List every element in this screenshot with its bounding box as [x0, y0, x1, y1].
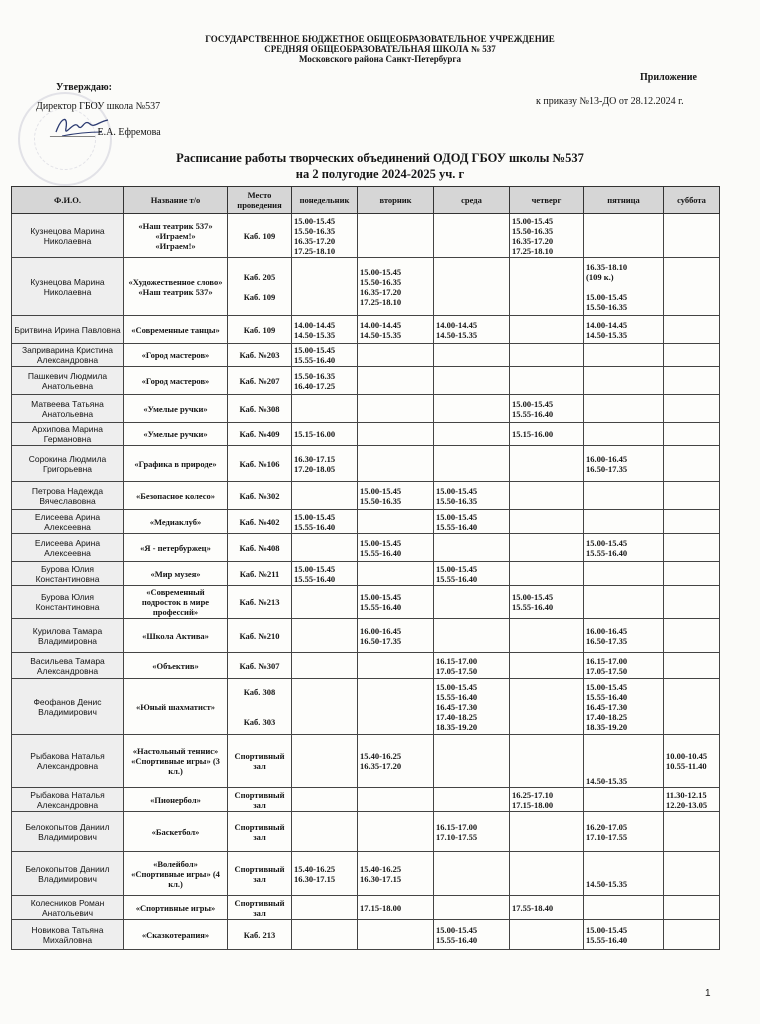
table-row — [12, 920, 720, 950]
cell-name: Колесников Роман Анатольевич — [12, 896, 124, 920]
cell-tue: 15.00-15.45 15.50-16.35 — [358, 482, 434, 510]
cell-tue — [358, 920, 434, 950]
cell-name: Васильева Тамара Александровна — [12, 653, 124, 679]
cell-name: Бурова Юлия Константиновна — [12, 586, 124, 619]
cell-thu — [510, 510, 584, 534]
cell-name: Елисеева Арина Алексеевна — [12, 510, 124, 534]
cell-fri — [584, 482, 664, 510]
cell-wed: 15.00-15.45 15.55-16.40 — [434, 510, 510, 534]
cell-place: Каб. 308 Каб. 303 — [228, 679, 292, 735]
cell-mon — [292, 812, 358, 852]
approval-position: Директор ГБОУ школа №537 — [36, 101, 161, 112]
cell-tue — [358, 679, 434, 735]
cell-mon — [292, 482, 358, 510]
table-header-row — [12, 187, 720, 214]
cell-tue: 15.00-15.45 15.55-16.40 — [358, 534, 434, 562]
cell-mon — [292, 395, 358, 423]
cell-sat — [664, 679, 720, 735]
cell-wed — [434, 344, 510, 367]
cell-mon — [292, 788, 358, 812]
cell-assoc: «Сказкотерапия» — [124, 920, 228, 950]
cell-assoc: «Умелые ручки» — [124, 423, 228, 446]
table-row — [12, 367, 720, 395]
cell-fri: 16.35-18.10 (109 к.) 15.00-15.45 15.50-16.35 — [584, 258, 664, 316]
cell-name: Бритвина Ирина Павловна — [12, 316, 124, 344]
cell-thu — [510, 619, 584, 653]
cell-thu — [510, 367, 584, 395]
cell-assoc: «Графика в природе» — [124, 446, 228, 482]
cell-place: Спортивный зал — [228, 812, 292, 852]
cell-sat — [664, 214, 720, 258]
cell-place: Каб. №106 — [228, 446, 292, 482]
header-line-3: Московского района Санкт-Петербурга — [299, 54, 461, 64]
cell-place: Каб. №409 — [228, 423, 292, 446]
cell-wed: 16.15-17.00 17.05-17.50 — [434, 653, 510, 679]
cell-thu — [510, 446, 584, 482]
cell-assoc: «Волейбол» «Спортивные игры» (4 кл.) — [124, 852, 228, 896]
cell-assoc: «Я - петербуржец» — [124, 534, 228, 562]
cell-wed: 16.15-17.00 17.10-17.55 — [434, 812, 510, 852]
cell-thu: 15.00-15.45 15.50-16.35 16.35-17.20 17.25-18.10 — [510, 214, 584, 258]
appendix-label: Приложение — [640, 72, 697, 83]
cell-wed: 14.00-14.45 14.50-15.35 — [434, 316, 510, 344]
appendix-order: к приказу №13-ДО от 28.12.2024 г. — [536, 96, 684, 107]
cell-name: Архипова Марина Германовна — [12, 423, 124, 446]
cell-assoc: «Спортивные игры» — [124, 896, 228, 920]
cell-mon: 15.15-16.00 — [292, 423, 358, 446]
approval-label: Утверждаю: — [56, 82, 112, 93]
cell-place: Каб. №308 — [228, 395, 292, 423]
cell-tue: 15.40-16.25 16.35-17.20 — [358, 735, 434, 788]
cell-tue — [358, 510, 434, 534]
column-header: Название т/о — [124, 187, 228, 214]
cell-sat — [664, 446, 720, 482]
cell-fri: 14.50-15.35 — [584, 852, 664, 896]
cell-sat — [664, 395, 720, 423]
cell-thu — [510, 482, 584, 510]
cell-assoc: «Мир музея» — [124, 562, 228, 586]
cell-name: Матвеева Татьяна Анатольевна — [12, 395, 124, 423]
table-row — [12, 446, 720, 482]
cell-fri — [584, 896, 664, 920]
table-row — [12, 619, 720, 653]
cell-place: Спортивный зал — [228, 735, 292, 788]
cell-place: Каб. №402 — [228, 510, 292, 534]
cell-assoc: «Школа Актива» — [124, 619, 228, 653]
cell-thu — [510, 735, 584, 788]
cell-thu — [510, 562, 584, 586]
cell-assoc: «Безопасное колесо» — [124, 482, 228, 510]
cell-fri — [584, 586, 664, 619]
cell-wed — [434, 619, 510, 653]
table-row — [12, 344, 720, 367]
cell-assoc: «Город мастеров» — [124, 344, 228, 367]
cell-sat — [664, 619, 720, 653]
cell-name: Курилова Тамара Владимировна — [12, 619, 124, 653]
cell-tue: 15.40-16.25 16.30-17.15 — [358, 852, 434, 896]
cell-thu — [510, 653, 584, 679]
cell-fri — [584, 395, 664, 423]
cell-fri: 15.00-15.45 15.55-16.40 — [584, 534, 664, 562]
cell-name: Елисеева Арина Алексеевна — [12, 534, 124, 562]
cell-mon — [292, 586, 358, 619]
cell-sat — [664, 653, 720, 679]
cell-fri: 15.00-15.45 15.55-16.40 16.45-17.30 17.40-18.25 18.35-19.20 — [584, 679, 664, 735]
cell-fri — [584, 344, 664, 367]
cell-mon — [292, 534, 358, 562]
cell-thu: 17.55-18.40 — [510, 896, 584, 920]
cell-wed: 15.00-15.45 15.50-16.35 — [434, 482, 510, 510]
cell-sat — [664, 423, 720, 446]
cell-tue: 17.15-18.00 — [358, 896, 434, 920]
cell-fri: 16.00-16.45 16.50-17.35 — [584, 446, 664, 482]
cell-thu: 16.25-17.10 17.15-18.00 — [510, 788, 584, 812]
cell-place: Каб. №211 — [228, 562, 292, 586]
cell-mon: 15.50-16.35 16.40-17.25 — [292, 367, 358, 395]
cell-assoc: «Город мастеров» — [124, 367, 228, 395]
table-row — [12, 653, 720, 679]
cell-thu: 15.15-16.00 — [510, 423, 584, 446]
table-row — [12, 316, 720, 344]
column-header: среда — [434, 187, 510, 214]
cell-wed — [434, 446, 510, 482]
cell-fri — [584, 367, 664, 395]
cell-sat — [664, 920, 720, 950]
table-row — [12, 896, 720, 920]
table-row — [12, 258, 720, 316]
column-header: пятница — [584, 187, 664, 214]
header-line-1: ГОСУДАРСТВЕННОЕ БЮДЖЕТНОЕ ОБЩЕОБРАЗОВАТЕЛЬНОЕ УЧРЕЖДЕНИЕ — [205, 34, 555, 44]
cell-name: Рыбакова Наталья Александровна — [12, 735, 124, 788]
page-number: 1 — [705, 988, 711, 999]
cell-thu — [510, 316, 584, 344]
cell-thu: 15.00-15.45 15.55-16.40 — [510, 395, 584, 423]
cell-place: Каб. №302 — [228, 482, 292, 510]
cell-assoc: «Пионербол» — [124, 788, 228, 812]
cell-assoc: «Юный шахматист» — [124, 679, 228, 735]
cell-fri: 16.00-16.45 16.50-17.35 — [584, 619, 664, 653]
cell-tue: 15.00-15.45 15.55-16.40 — [358, 586, 434, 619]
cell-mon: 16.30-17.15 17.20-18.05 — [292, 446, 358, 482]
cell-wed — [434, 423, 510, 446]
cell-name: Сорокина Людмила Григорьевна — [12, 446, 124, 482]
column-header: вторник — [358, 187, 434, 214]
cell-mon: 15.00-15.45 15.50-16.35 16.35-17.20 17.25-18.10 — [292, 214, 358, 258]
cell-assoc: «Баскетбол» — [124, 812, 228, 852]
cell-fri — [584, 562, 664, 586]
cell-sat: 10.00-10.45 10.55-11.40 — [664, 735, 720, 788]
cell-tue — [358, 344, 434, 367]
cell-sat — [664, 586, 720, 619]
cell-mon — [292, 679, 358, 735]
cell-wed — [434, 735, 510, 788]
cell-place: Спортивный зал — [228, 852, 292, 896]
table-row — [12, 562, 720, 586]
cell-sat: 11.30-12.15 12.20-13.05 — [664, 788, 720, 812]
cell-tue — [358, 446, 434, 482]
cell-sat — [664, 367, 720, 395]
column-header: суббота — [664, 187, 720, 214]
cell-wed: 15.00-15.45 15.55-16.40 — [434, 562, 510, 586]
cell-mon — [292, 653, 358, 679]
cell-mon — [292, 619, 358, 653]
cell-assoc: «Объектив» — [124, 653, 228, 679]
cell-sat — [664, 482, 720, 510]
cell-tue — [358, 395, 434, 423]
cell-assoc: «Наш театрик 537» «Играем!» «Играем!» — [124, 214, 228, 258]
header-line-2: СРЕДНЯЯ ОБЩЕОБРАЗОВАТЕЛЬНАЯ ШКОЛА № 537 — [264, 44, 496, 54]
cell-assoc: «Медиаклуб» — [124, 510, 228, 534]
table-row — [12, 510, 720, 534]
cell-name: Пашкевич Людмила Анатольевна — [12, 367, 124, 395]
cell-wed — [434, 896, 510, 920]
cell-place: Спортивный зал — [228, 788, 292, 812]
schedule-table — [11, 186, 720, 950]
cell-sat — [664, 812, 720, 852]
cell-tue: 15.00-15.45 15.50-16.35 16.35-17.20 17.25-18.10 — [358, 258, 434, 316]
cell-fri — [584, 423, 664, 446]
table-row — [12, 482, 720, 510]
cell-place: Каб. 109 — [228, 316, 292, 344]
table-body — [12, 214, 720, 950]
cell-mon: 15.00-15.45 15.55-16.40 — [292, 562, 358, 586]
document-title-line-1: Расписание работы творческих объединений ОДОД ГБОУ школы №537 — [176, 151, 584, 165]
cell-tue — [358, 214, 434, 258]
table-row — [12, 586, 720, 619]
column-header: понедельник — [292, 187, 358, 214]
cell-sat — [664, 258, 720, 316]
cell-fri — [584, 510, 664, 534]
cell-name: Кузнецова Марина Николаевна — [12, 214, 124, 258]
cell-name: Белокопытов Даниил Владимирович — [12, 852, 124, 896]
cell-place: Каб. №408 — [228, 534, 292, 562]
cell-thu — [510, 852, 584, 896]
cell-fri — [584, 214, 664, 258]
cell-assoc: «Настольный теннис» «Спортивные игры» (3 кл.) — [124, 735, 228, 788]
column-header: Ф.И.О. — [12, 187, 124, 214]
cell-tue — [358, 653, 434, 679]
table-row — [12, 534, 720, 562]
table-row — [12, 423, 720, 446]
cell-name: Заприварина Кристина Александровна — [12, 344, 124, 367]
cell-place: Спортивный зал — [228, 896, 292, 920]
cell-tue: 14.00-14.45 14.50-15.35 — [358, 316, 434, 344]
column-header: четверг — [510, 187, 584, 214]
cell-place: Каб. №213 — [228, 586, 292, 619]
table-row — [12, 395, 720, 423]
cell-fri: 14.50-15.35 — [584, 735, 664, 788]
cell-wed — [434, 214, 510, 258]
cell-fri: 16.20-17.05 17.10-17.55 — [584, 812, 664, 852]
cell-sat — [664, 534, 720, 562]
cell-wed — [434, 395, 510, 423]
cell-tue — [358, 562, 434, 586]
table-row — [12, 812, 720, 852]
cell-thu — [510, 258, 584, 316]
cell-place: Каб. №203 — [228, 344, 292, 367]
cell-fri — [584, 788, 664, 812]
cell-mon — [292, 896, 358, 920]
cell-thu — [510, 344, 584, 367]
cell-fri: 14.00-14.45 14.50-15.35 — [584, 316, 664, 344]
cell-fri: 15.00-15.45 15.55-16.40 — [584, 920, 664, 950]
cell-name: Белокопытов Даниил Владимирович — [12, 812, 124, 852]
cell-sat — [664, 852, 720, 896]
cell-wed: 15.00-15.45 15.55-16.40 — [434, 920, 510, 950]
cell-thu — [510, 534, 584, 562]
cell-name: Новикова Татьяна Михайловна — [12, 920, 124, 950]
cell-name: Кузнецова Марина Николаевна — [12, 258, 124, 316]
cell-place: Каб. №307 — [228, 653, 292, 679]
cell-sat — [664, 316, 720, 344]
cell-fri: 16.15-17.00 17.05-17.50 — [584, 653, 664, 679]
cell-place: Каб. №210 — [228, 619, 292, 653]
cell-mon: 15.40-16.25 16.30-17.15 — [292, 852, 358, 896]
cell-wed — [434, 258, 510, 316]
cell-tue — [358, 423, 434, 446]
cell-sat — [664, 562, 720, 586]
cell-place: Каб. 109 — [228, 214, 292, 258]
cell-mon — [292, 920, 358, 950]
cell-thu: 15.00-15.45 15.55-16.40 — [510, 586, 584, 619]
cell-wed — [434, 852, 510, 896]
approval-signature: _________ Е.А. Ефремова — [50, 127, 161, 138]
cell-mon: 15.00-15.45 15.55-16.40 — [292, 344, 358, 367]
column-header: Место проведения — [228, 187, 292, 214]
cell-thu — [510, 679, 584, 735]
document-title-line-2: на 2 полугодие 2024-2025 уч. г — [295, 167, 465, 181]
cell-tue — [358, 812, 434, 852]
cell-tue — [358, 788, 434, 812]
cell-tue: 16.00-16.45 16.50-17.35 — [358, 619, 434, 653]
cell-thu — [510, 920, 584, 950]
table-row — [12, 852, 720, 896]
cell-place: Каб. №207 — [228, 367, 292, 395]
cell-wed — [434, 788, 510, 812]
table-row — [12, 735, 720, 788]
cell-name: Рыбакова Наталья Александровна — [12, 788, 124, 812]
cell-sat — [664, 510, 720, 534]
cell-thu — [510, 812, 584, 852]
cell-name: Феофанов Денис Владимирович — [12, 679, 124, 735]
table-row — [12, 788, 720, 812]
cell-assoc: «Умелые ручки» — [124, 395, 228, 423]
cell-tue — [358, 367, 434, 395]
cell-place: Каб. 205 Каб. 109 — [228, 258, 292, 316]
cell-name: Петрова Надежда Вячеславовна — [12, 482, 124, 510]
cell-wed: 15.00-15.45 15.55-16.40 16.45-17.30 17.40-18.25 18.35-19.20 — [434, 679, 510, 735]
cell-assoc: «Современный подросток в мире профессий» — [124, 586, 228, 619]
cell-wed — [434, 586, 510, 619]
cell-mon — [292, 258, 358, 316]
cell-assoc: «Современные танцы» — [124, 316, 228, 344]
cell-name: Бурова Юлия Константиновна — [12, 562, 124, 586]
table-row — [12, 214, 720, 258]
cell-wed — [434, 534, 510, 562]
cell-mon: 15.00-15.45 15.55-16.40 — [292, 510, 358, 534]
cell-sat — [664, 896, 720, 920]
cell-place: Каб. 213 — [228, 920, 292, 950]
cell-assoc: «Художественное слово» «Наш театрик 537» — [124, 258, 228, 316]
cell-mon: 14.00-14.45 14.50-15.35 — [292, 316, 358, 344]
cell-mon — [292, 735, 358, 788]
cell-wed — [434, 367, 510, 395]
cell-sat — [664, 344, 720, 367]
table-row — [12, 679, 720, 735]
